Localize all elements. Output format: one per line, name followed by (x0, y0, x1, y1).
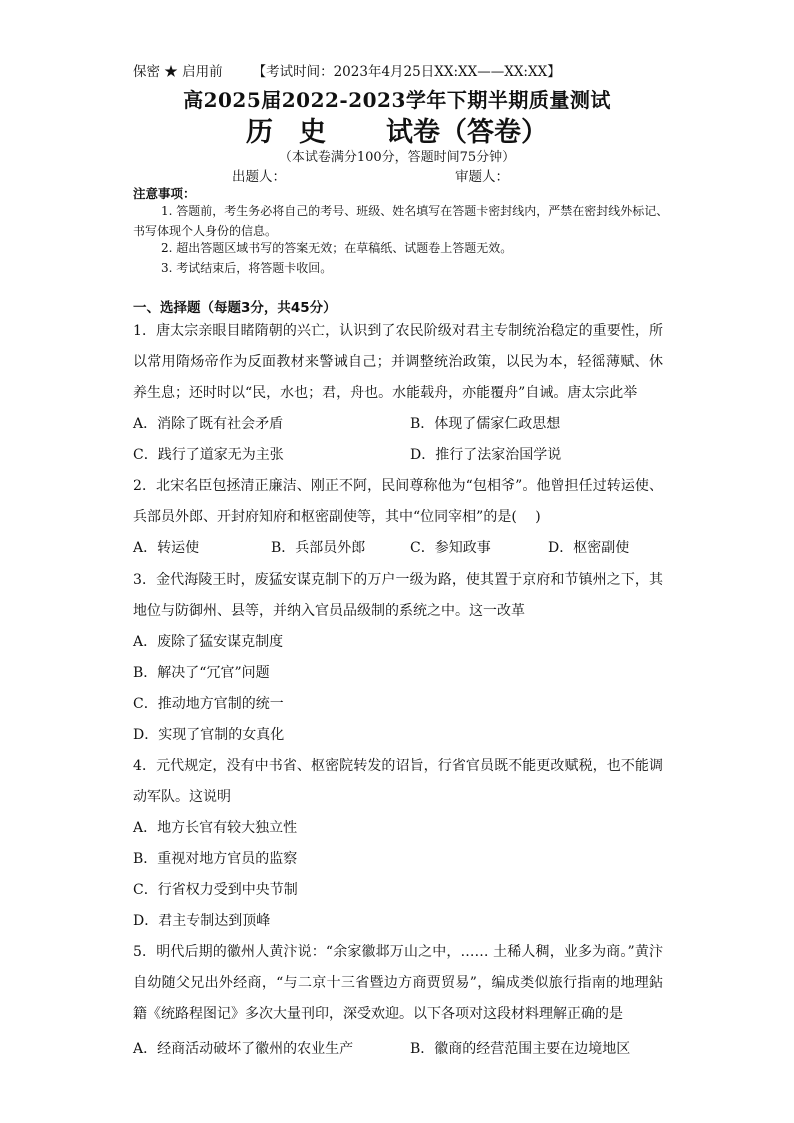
question-2-option-a: A．转运使 (133, 540, 200, 556)
question-1-option-c: C．践行了道家无为主张 (133, 447, 284, 463)
exam-header (133, 60, 561, 80)
question-5-option-b: B．徽商的经营范围主要在边境地区 (410, 1041, 631, 1057)
question-5-stem: 5．明代后期的徽州人黄汴说：“余家徽邶万山之中，…… 土稀人稠，业多为商。”黄汴自幼随父兄出外经商，“与二京十三省暨边方商贾贸易”，编成类似旅行指南的地理鉆籍《统路程图记》多次大量刊印，深受欢迎。以下各项对这段材料理解正确的是 (133, 944, 663, 1022)
notice-item-2: 2. 超出答题区域书写的答案无效；在草稿纸、试题卷上答题无效。 (161, 241, 513, 255)
notice-item-1: 1. 答题前，考生务必将自己的考号、班级、姓名填写在答题卡密封线内，严禁在密封线外标记、书写体现个人身份的信息。 (133, 204, 669, 238)
question-4-option-d: D．君主专制达到顶峰 (133, 913, 271, 929)
question-3-option-a: A．废除了猛安谋克制度 (133, 634, 284, 650)
confidential-label: 保密 ★ 启用前 (133, 64, 223, 80)
question-3-option-b: B．解决了“冗官”问题 (133, 665, 270, 681)
notice-item-3: 3. 考试结束后，将答题卡收回。 (161, 261, 333, 275)
question-1-stem: 1．唐太宗亲眼目睹隋朝的兴亡，认识到了农民阶级对君主专制统治稳定的重要性，所以常用隋炀帝作为反面教材来警诫自己；并调整统治政策，以民为本，轻徭薄赋、休养生息；还时时以“民，水也；君，舟也。水能载舟，亦能覆舟”自诫。唐太宗此举 (133, 323, 663, 401)
question-4-option-a: A．地方长官有较大独立性 (133, 820, 298, 836)
section-heading: 一、选择题（每题3分，共45分） (133, 300, 337, 316)
question-5-option-a: A．经商活动破坏了徽州的农业生产 (133, 1041, 354, 1057)
question-3-stem: 3．金代海陵王时，废猛安谋克制下的万户一级为路，使其置于京府和节镇州之下，其地位与防御州、县等，并纳入官员品级制的系统之中。这一改革 (133, 572, 663, 619)
exam-info: （本试卷满分100分，答题时间75分钟） (278, 150, 516, 165)
question-2-option-d: D．枢密副使 (548, 540, 630, 556)
question-3-option-d: D．实现了官制的女真化 (133, 727, 285, 743)
reviewer-label: 审题人： (455, 169, 509, 185)
notice-heading: 注意事项： (133, 186, 196, 201)
question-2-stem: 2．北宋名臣包拯清正廉洁、刚正不阿，民间尊称他为“包相爷”。他曾担任过转运使、兵部员外郎、开封府知府和枢密副使等，其中“位同宰相”的是( ) (133, 478, 663, 525)
question-4-stem: 4．元代规定，没有中书省、枢密院转发的诏旨，行省官员既不能更改赋税，也不能调动军队。这说明 (133, 758, 663, 805)
exam-time: 【考试时间：2023年4月25日XX:XX——XX:XX】 (252, 64, 561, 80)
subject-char-1: 历 (246, 117, 273, 148)
question-4-option-b: B．重视对地方官员的监察 (133, 851, 298, 867)
question-1-option-d: D．推行了法家治国学说 (410, 447, 562, 463)
subject-title (0, 110, 794, 149)
exam-title: 高2025届2022-2023学年下期半期质量测试 (183, 88, 611, 112)
question-1-option-a: A．消除了既有社会矛盾 (133, 416, 284, 432)
question-2-option-c: C．参知政事 (410, 540, 491, 556)
question-2-option-b: B．兵部员外郎 (271, 540, 366, 556)
paper-type: 试卷（答卷） (386, 117, 548, 148)
question-1-option-b: B．体现了儒家仁政思想 (410, 416, 561, 432)
question-3-option-c: C．推动地方官制的统一 (133, 696, 284, 712)
subject-char-2: 史 (299, 117, 326, 148)
question-4-option-c: C．行省权力受到中央节制 (133, 882, 298, 898)
setter-label: 出题人： (232, 169, 286, 185)
